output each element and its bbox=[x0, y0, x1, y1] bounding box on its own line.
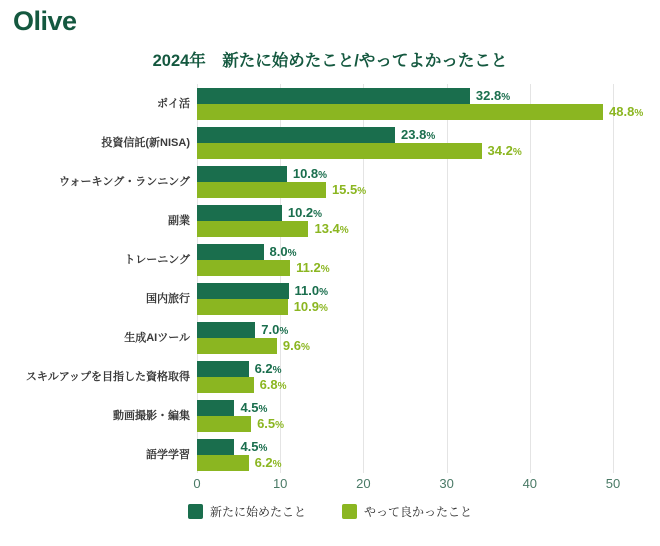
chart-row bbox=[0, 400, 660, 432]
bar-line bbox=[197, 338, 660, 354]
bar-line bbox=[197, 143, 660, 159]
bar-series-2 bbox=[197, 299, 288, 315]
bar-group bbox=[197, 439, 660, 471]
bar-series-2 bbox=[197, 143, 482, 159]
bar-series-1 bbox=[197, 361, 249, 377]
value-label: 15.5% bbox=[331, 182, 367, 197]
olive-logo: Olive bbox=[13, 6, 77, 36]
x-tick-label: 20 bbox=[356, 476, 371, 491]
bar-series-1 bbox=[197, 322, 255, 338]
legend bbox=[0, 503, 660, 520]
value-label: 10.8% bbox=[292, 166, 328, 181]
value-label: 23.8% bbox=[401, 127, 436, 142]
category-label: 動画撮影・編集 bbox=[113, 409, 190, 422]
category-label: 投資信託(新NISA) bbox=[101, 136, 190, 149]
bar-group bbox=[197, 244, 660, 276]
value-label: 4.5% bbox=[240, 439, 268, 454]
chart-row bbox=[0, 283, 660, 315]
legend-swatch-icon bbox=[188, 504, 203, 519]
bar-group bbox=[197, 88, 660, 120]
bar-line bbox=[197, 166, 660, 182]
category-label: トレーニング bbox=[124, 253, 190, 266]
bar-line bbox=[197, 182, 660, 198]
value-label: 6.5% bbox=[257, 416, 285, 431]
legend-item-2 bbox=[342, 503, 472, 520]
value-label: 7.0% bbox=[261, 322, 289, 337]
chart-row bbox=[0, 439, 660, 471]
value-label: 9.6% bbox=[282, 338, 310, 353]
value-label: 34.2% bbox=[487, 143, 522, 158]
bar-line bbox=[197, 299, 660, 315]
category-label: ウォーキング・ランニング bbox=[58, 175, 190, 188]
bar-line bbox=[197, 377, 660, 393]
value-label: 11.0% bbox=[294, 283, 329, 298]
bar-line bbox=[197, 221, 660, 237]
legend-item-1 bbox=[188, 503, 306, 520]
bar-group bbox=[197, 400, 660, 432]
bar-series-1 bbox=[197, 166, 287, 182]
bar-series-2 bbox=[197, 260, 290, 276]
x-tick-label: 0 bbox=[193, 476, 201, 491]
x-tick-label: 30 bbox=[439, 476, 454, 491]
bar-line bbox=[197, 104, 660, 120]
value-label: 48.8% bbox=[609, 104, 644, 119]
category-label: ポイ活 bbox=[157, 97, 190, 110]
bar-line bbox=[197, 439, 660, 455]
bar-series-1 bbox=[197, 88, 470, 104]
category-label: 副業 bbox=[168, 214, 190, 227]
bar-series-2 bbox=[197, 455, 249, 471]
bar-group bbox=[197, 322, 660, 354]
bar-line bbox=[197, 455, 660, 471]
x-tick-label: 10 bbox=[272, 476, 288, 491]
bar-line bbox=[197, 260, 660, 276]
bar-series-2 bbox=[197, 104, 603, 120]
category-label: スキルアップを目指した資格取得 bbox=[25, 370, 190, 383]
chart-row bbox=[0, 127, 660, 159]
bar-group bbox=[197, 127, 660, 159]
category-label: 生成AIツール bbox=[124, 331, 190, 344]
bar-series-1 bbox=[197, 205, 282, 221]
bar-series-1 bbox=[197, 244, 264, 260]
x-tick-label: 40 bbox=[522, 476, 538, 491]
bar-line bbox=[197, 416, 660, 432]
chart-row bbox=[0, 361, 660, 393]
bar-series-2 bbox=[197, 221, 308, 237]
bar-line bbox=[197, 361, 660, 377]
x-axis bbox=[193, 476, 621, 492]
x-tick-label: 50 bbox=[605, 476, 621, 491]
bar-line bbox=[197, 88, 660, 104]
value-label: 13.4% bbox=[314, 221, 349, 236]
chart-row bbox=[0, 322, 660, 354]
chart-row bbox=[0, 244, 660, 276]
legend-swatch-icon bbox=[342, 504, 357, 519]
bar-line bbox=[197, 205, 660, 221]
bar-series-2 bbox=[197, 182, 326, 198]
bar-series-1 bbox=[197, 439, 234, 455]
bar-series-1 bbox=[197, 127, 395, 143]
category-label: 国内旅行 bbox=[146, 292, 190, 305]
chart-row bbox=[0, 166, 660, 198]
bar-group bbox=[197, 361, 660, 393]
bar-group bbox=[197, 205, 660, 237]
legend-label: 新たに始めたこと bbox=[209, 505, 306, 519]
bar-line bbox=[197, 244, 660, 260]
value-label: 6.8% bbox=[259, 377, 287, 392]
legend-label: やって良かったこと bbox=[364, 505, 473, 519]
chart-row bbox=[0, 88, 660, 120]
value-label: 4.5% bbox=[240, 400, 268, 415]
value-label: 32.8% bbox=[475, 88, 511, 103]
bar-line bbox=[197, 400, 660, 416]
value-label: 11.2% bbox=[296, 260, 330, 275]
bar-series-2 bbox=[197, 338, 277, 354]
bar-series-2 bbox=[197, 416, 251, 432]
value-label: 10.2% bbox=[287, 205, 323, 220]
bar-series-2 bbox=[197, 377, 254, 393]
bar-line bbox=[197, 283, 660, 299]
value-label: 6.2% bbox=[254, 361, 282, 376]
value-label: 8.0% bbox=[269, 244, 297, 259]
bar-group bbox=[197, 166, 660, 198]
plot-rows bbox=[0, 88, 660, 478]
bar-series-1 bbox=[197, 283, 289, 299]
chart-row bbox=[0, 205, 660, 237]
bar-line bbox=[197, 127, 660, 143]
value-label: 6.2% bbox=[254, 455, 282, 470]
value-label: 10.9% bbox=[293, 299, 328, 314]
bar-series-1 bbox=[197, 400, 234, 416]
chart-title: 2024年 新たに始めたこと/やってよかったこと bbox=[152, 52, 508, 70]
bar-line bbox=[197, 322, 660, 338]
category-label: 語学学習 bbox=[146, 448, 190, 461]
bar-group bbox=[197, 283, 660, 315]
